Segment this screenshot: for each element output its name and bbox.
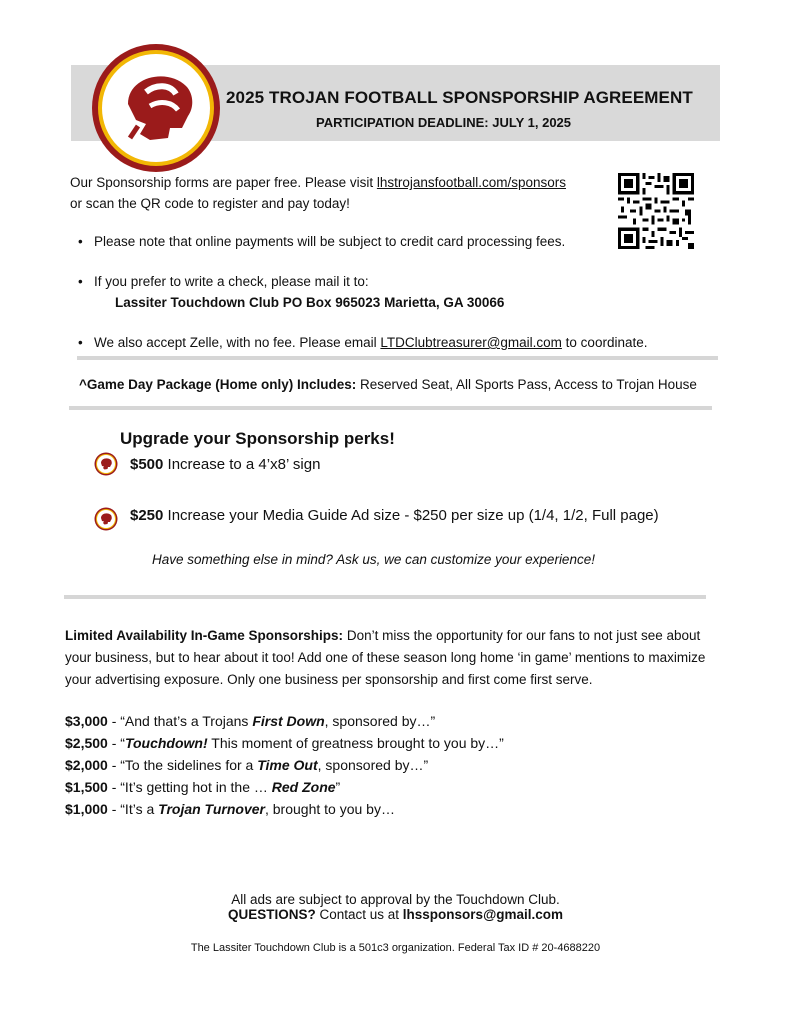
sponsors-email[interactable]: lhssponsors@gmail.com <box>402 907 563 922</box>
bullet-dot: • <box>78 234 83 249</box>
in-game-pre: - “ <box>107 735 125 751</box>
game-day-label: ^Game Day Package (Home only) Includes: <box>79 377 357 392</box>
perk-text: Increase your Media Guide Ad size - $250 per size up (1/4, 1/2, Full page) <box>163 507 659 524</box>
bullet-fees <box>78 234 565 249</box>
tax-id-note: The Lassiter Touchdown Club is a 501c3 organization. Federal Tax ID # 20-4688220 <box>190 942 601 954</box>
zelle-text: We also accept Zelle, with no fee. Please email <box>94 335 381 350</box>
check-text: If you prefer to write a check, please mail it to: <box>94 274 369 289</box>
in-game-pre: - “It’s a <box>107 801 159 817</box>
questions-label: QUESTIONS? <box>227 907 316 922</box>
in-game-item <box>65 713 435 729</box>
in-game-pre: - “It’s getting hot in the … <box>107 779 272 795</box>
in-game-price: $1,000 <box>65 801 108 817</box>
trojan-helmet-icon <box>94 452 118 476</box>
trojan-helmet-logo <box>90 42 222 174</box>
questions-text: Contact us at <box>315 907 403 922</box>
in-game-post: ” <box>335 779 341 795</box>
in-game-emphasis: Red Zone <box>271 779 336 795</box>
page-title: 2025 TROJAN FOOTBALL SPONSPORSHIP AGREEMENT <box>226 88 693 107</box>
in-game-price: $2,500 <box>65 735 108 751</box>
perk-text: Increase to a 4’x8’ sign <box>163 456 321 473</box>
perk-media-guide <box>130 507 659 524</box>
fees-text: Please note that online payments will be subject to credit card processing fees. <box>94 234 566 249</box>
perk-price: $500 <box>130 456 164 473</box>
limited-availability-paragraph <box>65 625 725 691</box>
divider <box>64 595 706 599</box>
intro-text: Our Sponsorship forms are paper free. Please visit <box>70 175 377 190</box>
limited-text: Don’t miss the opportunity for our fans to not just see about your business, but to hear about it too! Add one of these season long home ‘in game’ mentions to maximize your advertising exposure. Only one business per sponsorship and first come first serve. <box>65 628 706 687</box>
intro-text-line2: or scan the QR code to register and pay today! <box>70 196 350 211</box>
intro-paragraph <box>70 172 566 214</box>
in-game-emphasis: Trojan Turnover <box>158 801 265 817</box>
in-game-emphasis: Time Out <box>257 757 318 773</box>
in-game-emphasis: First Down <box>252 713 325 729</box>
limited-label: Limited Availability In-Game Sponsorships: <box>65 628 344 643</box>
approval-note: All ads are subject to approval by the Touchdown Club. <box>231 892 560 907</box>
in-game-post: , brought to you by… <box>264 801 395 817</box>
perk-price: $250 <box>130 507 164 524</box>
zelle-text-after: to coordinate. <box>561 335 648 350</box>
in-game-item <box>65 801 395 817</box>
customize-note: Have something else in mind? Ask us, we can customize your experience! <box>152 552 595 567</box>
in-game-item <box>65 735 504 751</box>
in-game-post: , sponsored by…” <box>317 757 429 773</box>
in-game-post: , sponsored by…” <box>324 713 436 729</box>
bullet-check <box>78 274 369 289</box>
questions-line <box>0 907 791 922</box>
mailing-address: Lassiter Touchdown Club PO Box 965023 Marietta, GA 30066 <box>115 295 505 310</box>
in-game-pre: - “To the sidelines for a <box>107 757 258 773</box>
game-day-text: Reserved Seat, All Sports Pass, Access to Trojan House <box>356 377 697 392</box>
qr-code-icon[interactable] <box>618 173 694 249</box>
bullet-dot: • <box>78 335 83 350</box>
bullet-zelle <box>78 335 647 350</box>
in-game-item <box>65 757 428 773</box>
divider <box>77 356 718 360</box>
trojan-helmet-icon <box>94 507 118 531</box>
bullet-dot: • <box>78 274 83 289</box>
in-game-item <box>65 779 340 795</box>
perk-sign <box>130 456 320 473</box>
in-game-post: This moment of greatness brought to you by…” <box>207 735 504 751</box>
in-game-emphasis: Touchdown! <box>124 735 208 751</box>
sponsors-link[interactable]: lhstrojansfootball.com/sponsors <box>376 175 566 190</box>
in-game-pre: - “And that’s a Trojans <box>107 713 253 729</box>
participation-deadline: PARTICIPATION DEADLINE: JULY 1, 2025 <box>316 115 572 130</box>
in-game-price: $1,500 <box>65 779 108 795</box>
game-day-package <box>79 377 697 392</box>
upgrade-heading: Upgrade your Sponsorship perks! <box>120 429 395 448</box>
in-game-price: $3,000 <box>65 713 108 729</box>
treasurer-email-link[interactable]: LTDClubtreasurer@gmail.com <box>380 335 562 350</box>
divider <box>69 406 712 410</box>
in-game-price: $2,000 <box>65 757 108 773</box>
